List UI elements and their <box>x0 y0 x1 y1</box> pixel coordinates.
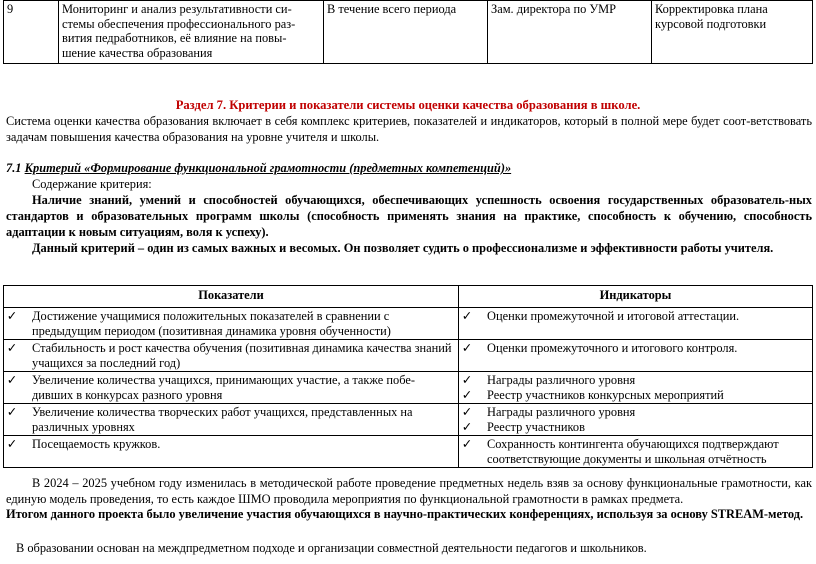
checkmark-icon: ✓ <box>461 387 473 402</box>
marker-text: Реестр участников конкурсных мероприятий <box>487 387 724 402</box>
marker-text: Реестр участников <box>487 419 585 434</box>
table-row <box>4 404 813 436</box>
footer-paragraph-3: В образовании основан на междпредметном подходе и организации совместной деятельности педагогов и школьников. <box>16 541 647 555</box>
checkmark-icon: ✓ <box>461 405 473 419</box>
plan-table-row <box>3 0 813 64</box>
indicator-text: Стабильность и рост качества обучения (позитивная динамика качества знаний учащихся за последний год) <box>32 341 452 370</box>
criterion-heading <box>6 160 812 176</box>
indicator-cell <box>4 340 459 372</box>
header-indicators: Показатели <box>4 286 459 308</box>
marker-text: Награды различного уровня <box>487 373 636 387</box>
table-row <box>4 372 813 404</box>
indicator-text: Посещаемость кружков. <box>32 437 161 451</box>
marker-text: Оценки промежуточного и итогового контроля. <box>487 341 738 355</box>
indicator-text: Увеличение количества творческих работ учащихся, представленных на различных уровнях <box>32 405 413 434</box>
checkmark-icon: ✓ <box>6 405 18 419</box>
table-row <box>4 308 813 340</box>
indicator-text: Увеличение количества учащихся, принимающих участие, а также побе-дивших в конкурсах разного уровня <box>32 373 415 402</box>
checkmark-icon: ✓ <box>6 437 18 451</box>
criterion-title: Критерий «Формирование функциональной грамотности (предметных компетенций)» <box>24 161 512 175</box>
checkmark-icon: ✓ <box>6 341 18 355</box>
marker-cell <box>459 308 813 340</box>
indicator-cell <box>4 404 459 436</box>
table-header-row <box>4 286 813 308</box>
indicator-cell <box>4 436 459 468</box>
header-markers: Индикаторы <box>459 286 813 308</box>
table-row <box>4 1 813 64</box>
section-intro: Система оценки качества образования включает в себя комплекс критериев, показателей и индикаторов, который в полной мере будет соот-ветствовать задачам повышения качества образования на уровне учителя и школы. <box>6 114 812 144</box>
checkmark-icon: ✓ <box>461 419 473 434</box>
row-number-cell: 9 <box>4 1 59 64</box>
result-cell: Корректировка плана курсовой подготовки <box>652 1 813 64</box>
marker-text: Сохранность контингента обучающихся подтверждают соответствующие документы и школьная отчётность <box>487 437 779 466</box>
criterion-importance: Данный критерий – один из самых важных и весомых. Он позволяет судить о профессионализме и эффективности работы учителя. <box>32 241 774 255</box>
checkmark-icon: ✓ <box>6 373 18 387</box>
marker-cell <box>459 404 813 436</box>
marker-cell <box>459 372 813 404</box>
indicator-cell <box>4 372 459 404</box>
checkmark-icon: ✓ <box>6 309 18 323</box>
marker-text: Оценки промежуточной и итоговой аттестации. <box>487 309 740 323</box>
checkmark-icon: ✓ <box>461 341 473 355</box>
table-row <box>4 340 813 372</box>
table-row <box>4 436 813 468</box>
footer-paragraph-2: Итогом данного проекта было увеличение участия обучающихся в научно-практических конференциях, используя за основу STREAM-метод. <box>6 507 804 521</box>
indicators-table <box>3 285 813 468</box>
criterion-content-text: Наличие знаний, умений и способностей обучающихся, обеспечивающих успешность освоения государственных образователь-ных стандартов и образовательных программ школы (способность применять знания на практике, способность к обучению, способность адаптации к новым ситуациям, воля к успеху). <box>6 193 812 239</box>
task-cell: Мониторинг и анализ результативности си-стемы обеспечения профессионального раз-вития педработников, её влияние на повы-шение качества образования <box>59 1 324 64</box>
responsible-cell: Зам. директора по УМР <box>488 1 652 64</box>
criterion-number: 7.1 <box>6 161 22 175</box>
period-cell: В течение всего периода <box>324 1 488 64</box>
marker-cell <box>459 340 813 372</box>
checkmark-icon: ✓ <box>461 437 473 451</box>
indicator-text: Достижение учащимися положительных показателей в сравнении с предыдущим периодом (позитивная динамика уровня обученности) <box>32 309 391 338</box>
marker-text: Награды различного уровня <box>487 405 636 419</box>
checkmark-icon: ✓ <box>461 309 473 323</box>
section-title: Раздел 7. Критерии и показатели системы оценки качества образования в школе. <box>175 98 641 112</box>
criterion-content-label: Содержание критерия: <box>32 177 152 191</box>
checkmark-icon: ✓ <box>461 373 473 387</box>
marker-cell <box>459 436 813 468</box>
indicator-cell <box>4 308 459 340</box>
footer-paragraph-1: В 2024 – 2025 учебном году изменилась в методической работе проведение предметных недель взяв за основу функциональные грамотности, как единую модель проведения, то есть каждое ШМО проводила мероприятия по функциональной грамотности в рамках предмета. <box>6 476 812 506</box>
